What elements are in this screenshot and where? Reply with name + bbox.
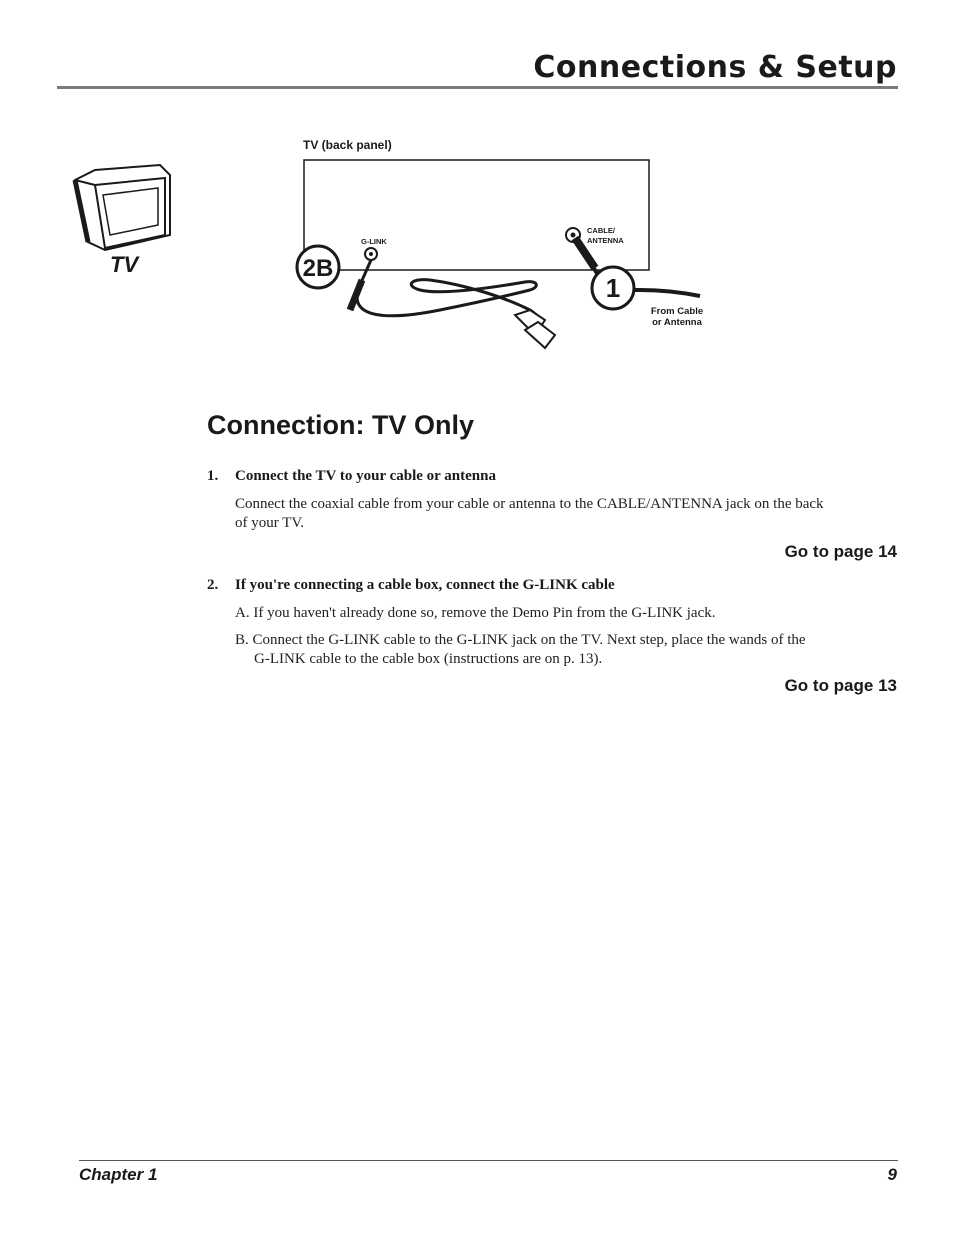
step-2-item-b-line2: G-LINK cable to the cable box (instructions are on p. 13). [254, 651, 603, 667]
glink-jack-label: G-LINK [361, 237, 387, 246]
svg-text:2B: 2B [302, 255, 334, 282]
from-label-line1: From Cable [650, 306, 704, 317]
step-1-number: 1. [207, 468, 219, 484]
footer-page-number: 9 [887, 1165, 897, 1184]
connection-diagram [60, 130, 740, 360]
panel-label: TV (back panel) [303, 138, 392, 152]
header-divider [57, 86, 898, 89]
cable-jack-label-line1: CABLE/ [587, 226, 615, 235]
step-2-item-b-line1: B. Connect the G-LINK cable to the G-LINK jack on the TV. Next step, place the wands of the [235, 632, 806, 648]
step-1-body-line1: Connect the coaxial cable from your cable or antenna to the CABLE/ANTENNA jack on the back [235, 496, 824, 512]
tv-icon-label: TV [110, 252, 139, 277]
step-1-heading: Connect the TV to your cable or antenna [235, 468, 496, 484]
section-title: Connection: TV Only [207, 410, 474, 440]
svg-text:1: 1 [605, 273, 621, 303]
page-header-title: Connections & Setup [533, 50, 897, 85]
step-2-number: 2. [207, 577, 219, 593]
footer-chapter: Chapter 1 [79, 1165, 158, 1184]
step-1-body-line2: of your TV. [235, 515, 305, 531]
goto-page-13-link[interactable]: Go to page 13 [784, 676, 897, 695]
tv-back-panel [304, 160, 649, 270]
footer-divider [79, 1160, 898, 1161]
step-2-heading: If you're connecting a cable box, connect the G-LINK cable [235, 577, 615, 593]
goto-page-14-link[interactable]: Go to page 14 [784, 542, 897, 561]
cable-jack-label-line2: ANTENNA [587, 236, 624, 245]
from-label-line2: or Antenna [652, 317, 702, 328]
step-badge-2b [297, 246, 339, 288]
tv-icon [75, 165, 170, 250]
step-badge-1 [592, 267, 634, 309]
step-2-item-a: A. If you haven't already done so, remove the Demo Pin from the G-LINK jack. [235, 605, 716, 621]
